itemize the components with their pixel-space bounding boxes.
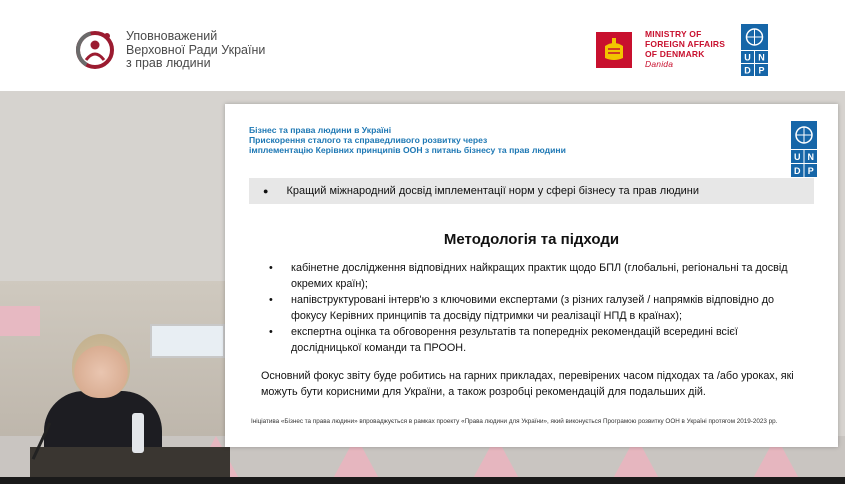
ombudsman-logo-icon [73,28,117,72]
undp-letter: D [744,65,751,76]
decor-shape [0,306,40,336]
undp-letter: N [807,152,814,162]
highlight-bullet-box [249,178,814,204]
undp-letter: P [807,166,814,176]
highlight-bullet-text: Кращий міжнародний досвід імплементації норм у сфері бізнесу та прав людини [286,185,700,197]
ombudsman-line: Уповноважений [126,29,218,43]
mfa-line: OF DENMARK [645,49,705,59]
undp-letter: P [758,65,765,76]
speaker-head [72,334,130,398]
ombudsman-line: з прав людини [126,56,211,70]
methodology-list [269,260,809,356]
bullet-dot-icon: ● [263,186,269,196]
slide-header-line: Прискорення сталого та справедливого розвитку через [249,135,488,145]
slide-header-line: імплементацію Керівних принципів ООН з питань бізнесу та прав людини [249,145,566,155]
ombudsman-line: Верховної Ради України [126,42,266,57]
undp-logo-icon [741,24,768,76]
danida-label: Danida [645,59,674,69]
denmark-crest-icon [596,32,632,68]
focus-paragraph: Основний фокус звіту буде робитись на гарних прикладах, перевірених часом підходах та /або уроках, які можуть бути корисними для України, а також розробці рекомендацій для подальших дій. [261,370,794,398]
list-item: • напівструктуровані інтерв'ю з ключовими експертами (з різних галузей / напрямків відповідно до фокусу Керівних принципів та досвіду підтримки чи реалізації НПД в країнах); [269,292,809,324]
top-banner [0,0,845,91]
list-item: • кабінетне дослідження відповідних найкращих практик щодо БПЛ (глобальні, регіональні та досвід окремих країн); [269,260,809,292]
mfa-line: FOREIGN AFFAIRS [645,39,726,49]
list-item: • експертна оцінка та обговорення результатів та попередніх рекомендацій всередині всієї дослідницької команди та ПРООН. [269,324,809,356]
mfa-line: MINISTRY OF [645,29,702,39]
slide-footnote: Ініціатива «Бізнес та права людини» впроваджується в рамках проекту «Права людини для України», який виконується Програмою розвитку ООН в Україні протягом 2019-2023 рр. [251,418,778,425]
slide-header-line: Бізнес та права людини в Україні [249,125,392,135]
undp-letter: D [794,166,801,176]
undp-letter: U [794,152,801,162]
bottom-bar [0,477,845,484]
mfa-denmark-title [645,29,725,69]
undp-letter: U [744,52,751,63]
room-screen [150,324,225,358]
desk [30,447,230,477]
slide-header [249,125,566,155]
undp-logo-icon [791,121,817,177]
ombudsman-title [126,30,265,71]
section-title: Методологія та підходи [443,231,620,248]
water-bottle [132,413,144,453]
presentation-slide [225,104,838,447]
undp-letter: N [758,52,765,63]
